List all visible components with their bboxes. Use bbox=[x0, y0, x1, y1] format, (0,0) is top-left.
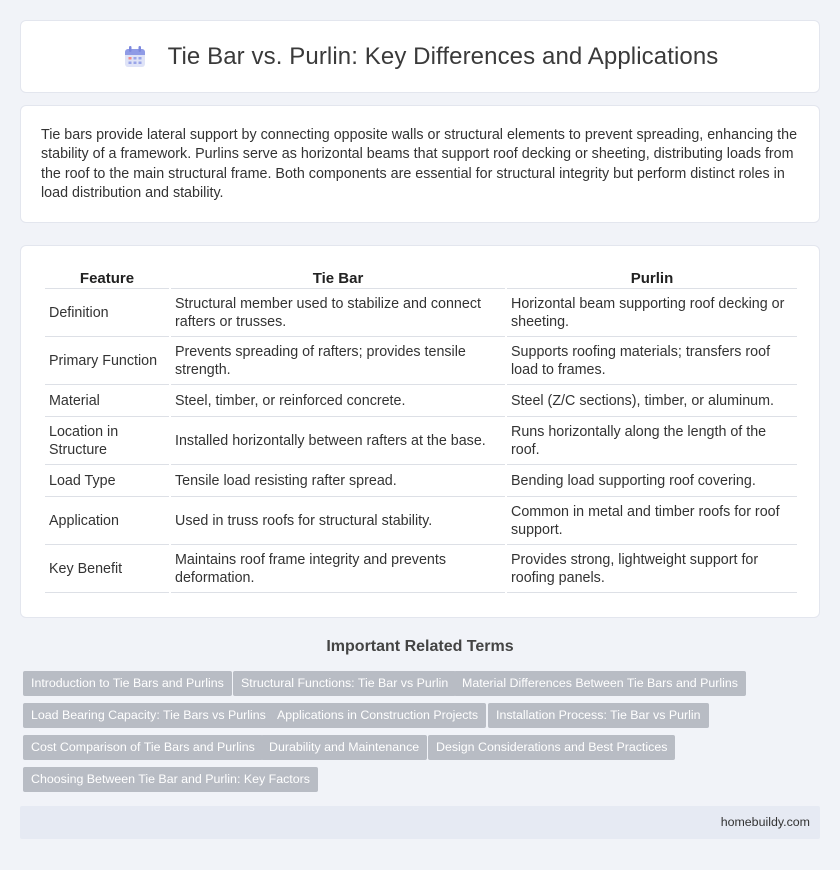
feature-cell: Application bbox=[45, 499, 169, 545]
related-terms-title: Important Related Terms bbox=[326, 638, 514, 655]
purlin-cell: Bending load supporting roof covering. bbox=[507, 467, 797, 497]
feature-cell: Location in Structure bbox=[45, 419, 169, 465]
table-row bbox=[45, 547, 797, 593]
tie-bar-cell: Maintains roof frame integrity and prevents deformation. bbox=[171, 547, 505, 593]
footer-site-link[interactable]: homebuildy.com bbox=[720, 815, 810, 829]
feature-cell: Material bbox=[45, 387, 169, 417]
feature-cell: Primary Function bbox=[45, 339, 169, 385]
header-card bbox=[20, 20, 820, 93]
related-term-tag[interactable]: Load Bearing Capacity: Tie Bars vs Purlins bbox=[23, 703, 274, 728]
purlin-cell: Steel (Z/C sections), timber, or aluminum. bbox=[507, 387, 797, 417]
purlin-cell: Provides strong, lightweight support for roofing panels. bbox=[507, 547, 797, 593]
intro-paragraph: Tie bars provide lateral support by connecting opposite walls or structural elements to prevent spreading, enhancing the stability of a framework. Purlins serve as horizontal beams that support roof decking or sheeting, distributing loads from the roof to the main structural frame. Both components are essential for structural integrity but perform distinct roles in load distribution and stability. bbox=[41, 127, 798, 201]
purlin-cell: Horizontal beam supporting roof decking or sheeting. bbox=[507, 291, 797, 337]
comparison-table-card bbox=[20, 245, 820, 618]
tie-bar-cell: Installed horizontally between rafters at the base. bbox=[171, 419, 505, 465]
table-row bbox=[45, 339, 797, 385]
table-row bbox=[45, 499, 797, 545]
title-wrap bbox=[122, 43, 719, 71]
feature-cell: Definition bbox=[45, 291, 169, 337]
page-title: Tie Bar vs. Purlin: Key Differences and Applications bbox=[167, 42, 719, 70]
comparison-table bbox=[43, 266, 799, 595]
table-row bbox=[45, 291, 797, 337]
calendar-icon bbox=[122, 44, 148, 70]
related-term-tag[interactable]: Design Considerations and Best Practices bbox=[428, 735, 675, 760]
related-term-tag[interactable]: Choosing Between Tie Bar and Purlin: Key Factors bbox=[23, 767, 318, 792]
tie-bar-cell: Steel, timber, or reinforced concrete. bbox=[171, 387, 505, 417]
tie-bar-cell: Used in truss roofs for structural stability. bbox=[171, 499, 505, 545]
tie-bar-cell: Prevents spreading of rafters; provides tensile strength. bbox=[171, 339, 505, 385]
feature-cell: Key Benefit bbox=[45, 547, 169, 593]
table-row bbox=[45, 419, 797, 465]
column-header-tie-bar: Tie Bar bbox=[171, 268, 505, 289]
related-term-tag[interactable]: Introduction to Tie Bars and Purlins bbox=[23, 671, 232, 696]
intro-card bbox=[20, 105, 820, 223]
related-term-tag[interactable]: Structural Functions: Tie Bar vs Purlin bbox=[233, 671, 456, 696]
related-term-tag[interactable]: Cost Comparison of Tie Bars and Purlins bbox=[23, 735, 263, 760]
feature-cell: Load Type bbox=[45, 467, 169, 497]
related-term-tag[interactable]: Applications in Construction Projects bbox=[269, 703, 486, 728]
related-term-tag[interactable]: Installation Process: Tie Bar vs Purlin bbox=[488, 703, 709, 728]
footer bbox=[20, 806, 820, 839]
tie-bar-cell: Tensile load resisting rafter spread. bbox=[171, 467, 505, 497]
column-header-feature: Feature bbox=[45, 268, 169, 289]
related-term-tag[interactable]: Material Differences Between Tie Bars and Purlins bbox=[454, 671, 746, 696]
column-header-purlin: Purlin bbox=[507, 268, 797, 289]
table-row bbox=[45, 467, 797, 497]
table-row bbox=[45, 387, 797, 417]
purlin-cell: Supports roofing materials; transfers roof load to frames. bbox=[507, 339, 797, 385]
related-term-tag[interactable]: Durability and Maintenance bbox=[261, 735, 427, 760]
tie-bar-cell: Structural member used to stabilize and connect rafters or trusses. bbox=[171, 291, 505, 337]
purlin-cell: Common in metal and timber roofs for roof support. bbox=[507, 499, 797, 545]
purlin-cell: Runs horizontally along the length of the roof. bbox=[507, 419, 797, 465]
table-header-row bbox=[45, 268, 797, 289]
